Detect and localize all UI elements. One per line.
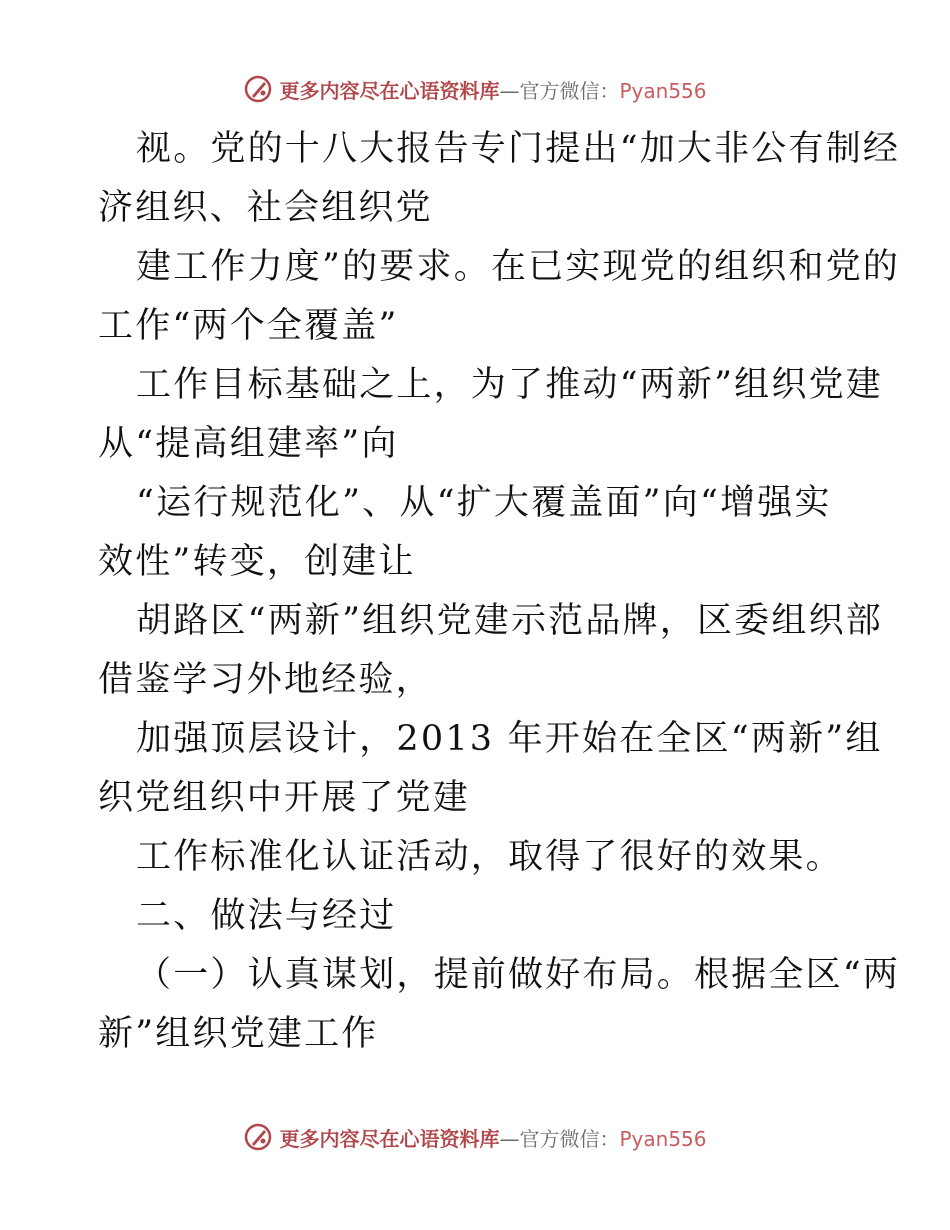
text-line: 工作“两个全覆盖” bbox=[98, 306, 399, 346]
watermark-text bbox=[279, 1123, 706, 1152]
text-line: “运行规范化”、从“扩大覆盖面”向“增强实 bbox=[136, 483, 832, 523]
text-line: 加强顶层设计，2013 年开始在全区“两新”组 bbox=[136, 719, 883, 759]
text-line: 二、做法与经过 bbox=[136, 896, 397, 936]
watermark-dash: — bbox=[499, 1126, 520, 1151]
text-line: 织党组织中开展了党建 bbox=[98, 778, 471, 818]
watermark-text bbox=[279, 75, 706, 104]
watermark-site-name: 更多内容尽在心语资料库 bbox=[279, 78, 500, 103]
text-line: 建工作力度”的要求。在已实现党的组织和党的 bbox=[136, 247, 901, 287]
quill-logo-icon bbox=[243, 1122, 273, 1152]
header-watermark bbox=[0, 74, 950, 104]
text-line: 济组织、社会组织党 bbox=[98, 188, 433, 228]
text-line: 新”组织党建工作 bbox=[98, 1014, 379, 1054]
text-line: 工作标准化认证活动，取得了很好的效果。 bbox=[136, 837, 843, 877]
watermark-wechat-label: 官方微信： bbox=[519, 1126, 620, 1151]
watermark-wechat-id: Pyan556 bbox=[619, 1126, 707, 1151]
watermark-wechat-label: 官方微信： bbox=[519, 78, 620, 103]
text-line: 视。党的十八大报告专门提出“加大非公有制经 bbox=[136, 129, 901, 169]
footer-watermark bbox=[0, 1122, 950, 1152]
watermark-wechat-id: Pyan556 bbox=[619, 78, 707, 103]
text-line: 工作目标基础之上，为了推动“两新”组织党建 bbox=[136, 365, 883, 405]
watermark-dash: — bbox=[499, 78, 520, 103]
text-line: 胡路区“两新”组织党建示范品牌，区委组织部 bbox=[136, 601, 883, 641]
text-line: 效性”转变，创建让 bbox=[98, 542, 416, 582]
text-line: 从“提高组建率”向 bbox=[98, 424, 399, 464]
text-line: （一）认真谋划，提前做好布局。根据全区“两 bbox=[136, 955, 901, 995]
document-body bbox=[98, 120, 901, 1064]
text-line: 借鉴学习外地经验， bbox=[98, 660, 433, 700]
watermark-site-name: 更多内容尽在心语资料库 bbox=[279, 1126, 500, 1151]
quill-logo-icon bbox=[243, 74, 273, 104]
